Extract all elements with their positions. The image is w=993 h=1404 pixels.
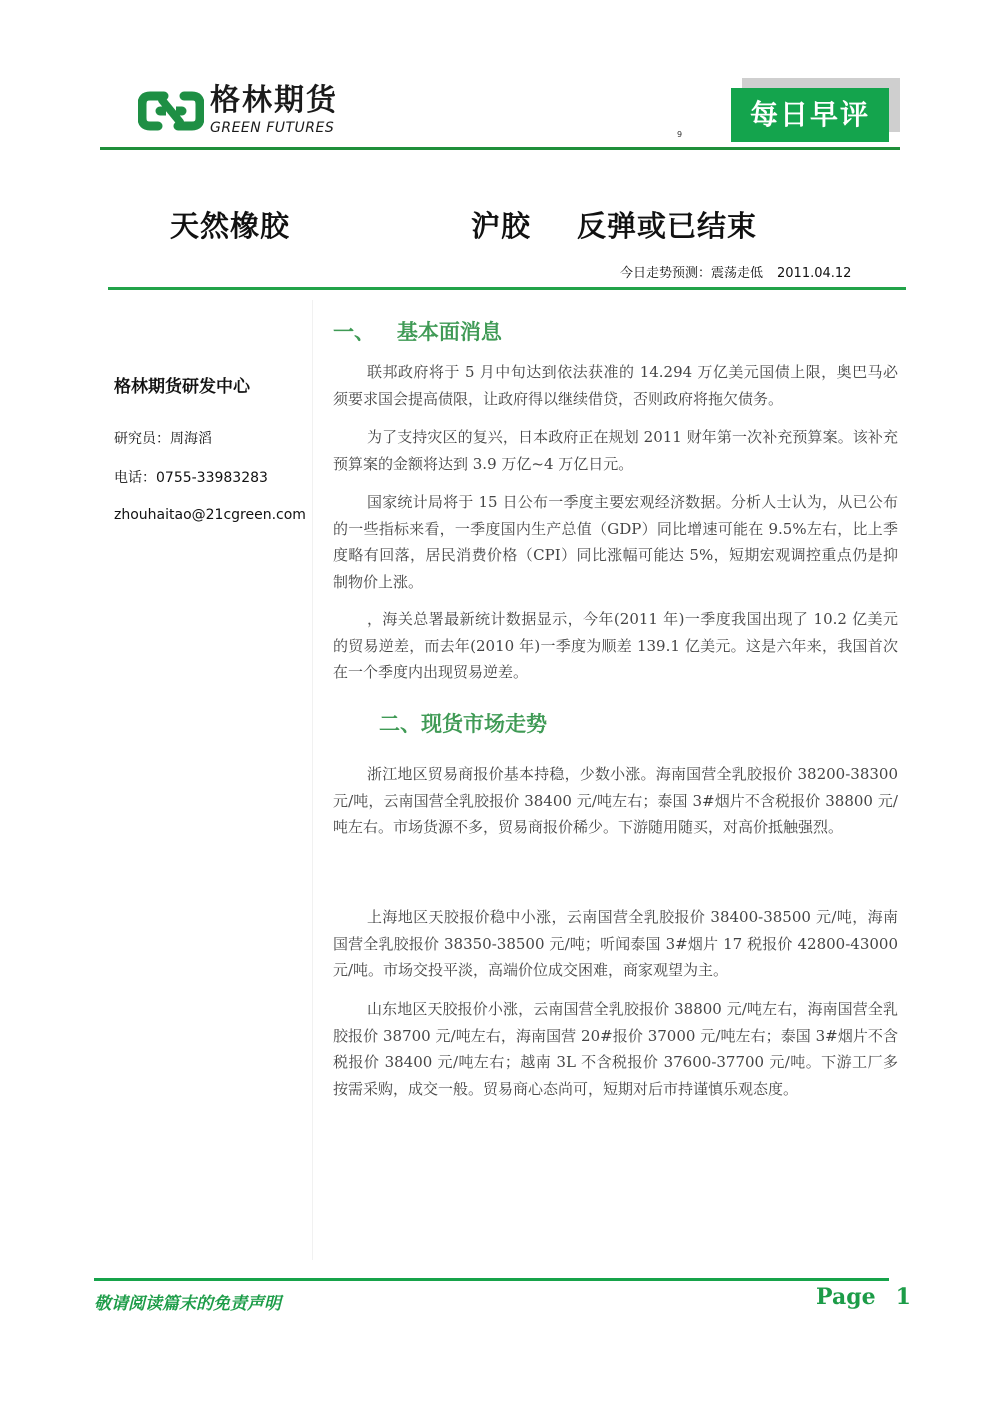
paragraph: 山东地区天胶报价小涨，云南国营全乳胶报价 38800 元/吨左右，海南国营全乳胶报价 38700 元/吨左右，海南国营 20#报价 37000 元/吨左右；泰国 3#烟片不含税报价 38400 元/吨左右；越南 3L 不含税报价 37600-37700 元/吨。下游工厂多按需采购，成交一般。贸易商心态尚可，短期对后市持谨慎乐观态度。 (333, 1000, 898, 1098)
forecast-line (620, 262, 851, 281)
header-divider (100, 147, 900, 150)
phone-number: 电话：0755-33983283 (114, 470, 268, 486)
paragraph: 为了支持灾区的复兴，日本政府正在规划 2011 财年第一次补充预算案。该补充预算案的金额将达到 3.9 万亿~4 万亿日元。 (333, 428, 898, 473)
disclaimer-note: 敬请阅读篇末的免责声明 (94, 1294, 281, 1314)
forecast-label: 今日走势预测：震荡走低 (620, 266, 764, 281)
researcher-name: 研究员：周海滔 (114, 431, 212, 447)
column-divider (312, 300, 313, 1260)
daily-review-badge: 每日早评 (731, 88, 889, 142)
section-heading-fundamentals: 一、 基本面消息 (333, 320, 502, 344)
section-heading-spot-market: 二、现货市场走势 (379, 712, 547, 736)
title-product: 沪胶 (471, 209, 532, 243)
green-futures-logo-icon (138, 86, 204, 136)
email-link[interactable]: zhouhaitao@21cgreen.com (114, 507, 306, 523)
title-divider (108, 287, 906, 290)
company-logo (138, 84, 358, 140)
page-indicator (816, 1284, 911, 1310)
paragraph: ，海关总署最新统计数据显示，今年(2011 年)一季度我国出现了 10.2 亿美元的贸易逆差，而去年(2010 年)一季度为顺差 139.1 亿美元。这是六年来，我国首次在一个季度内出现贸易逆差。 (333, 610, 898, 681)
logo-english-name: GREEN FUTURES (210, 120, 335, 136)
paragraph: 联邦政府将于 5 月中旬达到依法获准的 14.294 万亿美元国债上限，奥巴马必须要求国会提高债限，让政府得以继续借贷，否则政府将拖欠债务。 (333, 363, 898, 408)
title-headline: 反弹或已结束 (577, 209, 758, 243)
paragraph: 浙江地区贸易商报价基本持稳，少数小涨。海南国营全乳胶报价 38200-38300 元/吨，云南国营全乳胶报价 38400 元/吨左右；泰国 3#烟片不含税报价 38800 元/吨左右。市场货源不多，贸易商报价稀少。下游随用随买，对高价抵触强烈。 (333, 765, 898, 836)
paragraph: 上海地区天胶报价稳中小涨，云南国营全乳胶报价 38400-38500 元/吨，海南国营全乳胶报价 38350-38500 元/吨；听闻泰国 3#烟片 17 税报价 42800-43000 元/吨。市场交投平淡，高端价位成交困难，商家观望为主。 (333, 908, 898, 979)
page-label: Page (816, 1284, 876, 1310)
title-category: 天然橡胶 (170, 209, 291, 243)
page-number: 1 (895, 1284, 911, 1310)
logo-chinese-name: 格林期货 (210, 83, 338, 118)
report-date: 2011.04.12 (777, 266, 852, 281)
research-center-name: 格林期货研发中心 (114, 377, 250, 397)
header-small-number: 9 (677, 130, 683, 139)
footer-divider (94, 1278, 889, 1281)
paragraph: 国家统计局将于 15 日公布一季度主要宏观经济数据。分析人士认为，从已公布的一些指标来看，一季度国内生产总值（GDP）同比增速可能在 9.5%左右，比上季度略有回落，居民消费价格（CPI）同比涨幅可能达 5%，短期宏观调控重点仍是抑制物价上涨。 (333, 493, 898, 591)
